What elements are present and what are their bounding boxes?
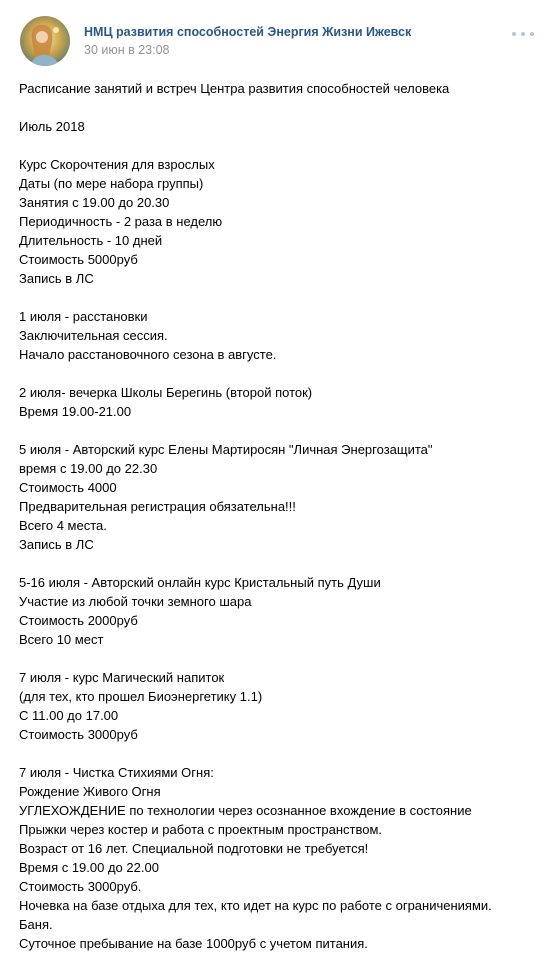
post-text-line: Начало расстановочного сезона в августе. bbox=[19, 347, 277, 362]
post-text-line: Возраст от 16 лет. Специальной подготовки не требуется! bbox=[19, 841, 369, 856]
post-text-line: Запись в ЛС bbox=[19, 537, 94, 552]
post-text-line: Стоимость 3000руб bbox=[19, 727, 138, 742]
post-text-line: Всего 10 мест bbox=[19, 632, 104, 647]
post-text-line: Время 19.00-21.00 bbox=[19, 404, 132, 419]
post-text-line: время с 19.00 до 22.30 bbox=[19, 461, 158, 476]
post-text-line bbox=[19, 421, 539, 440]
post-text-line: 7 июля - курс Магический напиток bbox=[19, 670, 225, 685]
post-text-line: Стоимость 5000руб bbox=[19, 252, 138, 267]
dot bbox=[530, 32, 534, 36]
post-text-line bbox=[19, 554, 539, 573]
dot bbox=[521, 32, 525, 36]
post-text-line: Всего 4 места. bbox=[19, 518, 107, 533]
post-text-line: УГЛЕХОЖДЕНИЕ по технологии через осознанное вхождение в состояние bbox=[19, 803, 472, 818]
group-avatar-icon[interactable] bbox=[20, 16, 70, 66]
post-text bbox=[19, 79, 539, 953]
post-text-line: Длительность - 10 дней bbox=[19, 233, 163, 248]
post-text-line bbox=[19, 98, 539, 117]
post-text-line: Июль 2018 bbox=[19, 119, 85, 134]
post-header bbox=[0, 0, 548, 72]
post-text-line: Даты (по мере набора группы) bbox=[19, 176, 204, 191]
post-text-line: Стоимость 4000 bbox=[19, 480, 117, 495]
post-text-line: Заключительная сессия. bbox=[19, 328, 168, 343]
post-text-line: Баня. bbox=[19, 917, 53, 932]
post-text-line: С 11.00 до 17.00 bbox=[19, 708, 119, 723]
post-text-line bbox=[19, 288, 539, 307]
post-text-line: Участие из любой точки земного шара bbox=[19, 594, 252, 609]
more-dots-icon[interactable] bbox=[512, 28, 534, 40]
post-text-line bbox=[19, 649, 539, 668]
post-text-line bbox=[19, 744, 539, 763]
post-text-line: Занятия с 19.00 до 20.30 bbox=[19, 195, 170, 210]
post-text-line: Прыжки через костер и работа с проектным пространством. bbox=[19, 822, 383, 837]
post-text-line: 1 июля - расстановки bbox=[19, 309, 148, 324]
group-name-link[interactable]: НМЦ развития способностей Энергия Жизни Ижевск bbox=[84, 25, 412, 39]
post-text-line: Расписание занятий и встреч Центра развития способностей человека bbox=[19, 81, 450, 96]
post-text-line: Суточное пребывание на базе 1000руб с учетом питания. bbox=[19, 936, 368, 951]
post-text-line: Время с 19.00 до 22.00 bbox=[19, 860, 159, 875]
post-text-line bbox=[19, 136, 539, 155]
post-text-line: Предварительная регистрация обязательна!!! bbox=[19, 499, 296, 514]
post-text-line: Рождение Живого Огня bbox=[19, 784, 161, 799]
post-text-line: 7 июля - Чистка Стихиями Огня: bbox=[19, 765, 214, 780]
post-text-line: 5-16 июля - Авторский онлайн курс Кристальный путь Души bbox=[19, 575, 381, 590]
post-text-line bbox=[19, 364, 539, 383]
post-text-line: 5 июля - Авторский курс Елены Мартиросян "Личная Энергозащита" bbox=[19, 442, 433, 457]
post-date-link[interactable]: 30 июн в 23:08 bbox=[84, 43, 170, 57]
post-text-line: Периодичность - 2 раза в неделю bbox=[19, 214, 223, 229]
dot bbox=[512, 32, 516, 36]
post-text-line: Стоимость 2000руб bbox=[19, 613, 138, 628]
post-text-line: Курс Скорочтения для взрослых bbox=[19, 157, 215, 172]
post-text-line: (для тех, кто прошел Биоэнергетику 1.1) bbox=[19, 689, 263, 704]
post-text-line: Запись в ЛС bbox=[19, 271, 94, 286]
post-text-line: 2 июля- вечерка Школы Берегинь (второй поток) bbox=[19, 385, 313, 400]
post-text-line: Стоимость 3000руб. bbox=[19, 879, 142, 894]
post-text-line: Ночевка на базе отдыха для тех, кто идет на курс по работе с ограничениями. bbox=[19, 898, 492, 913]
